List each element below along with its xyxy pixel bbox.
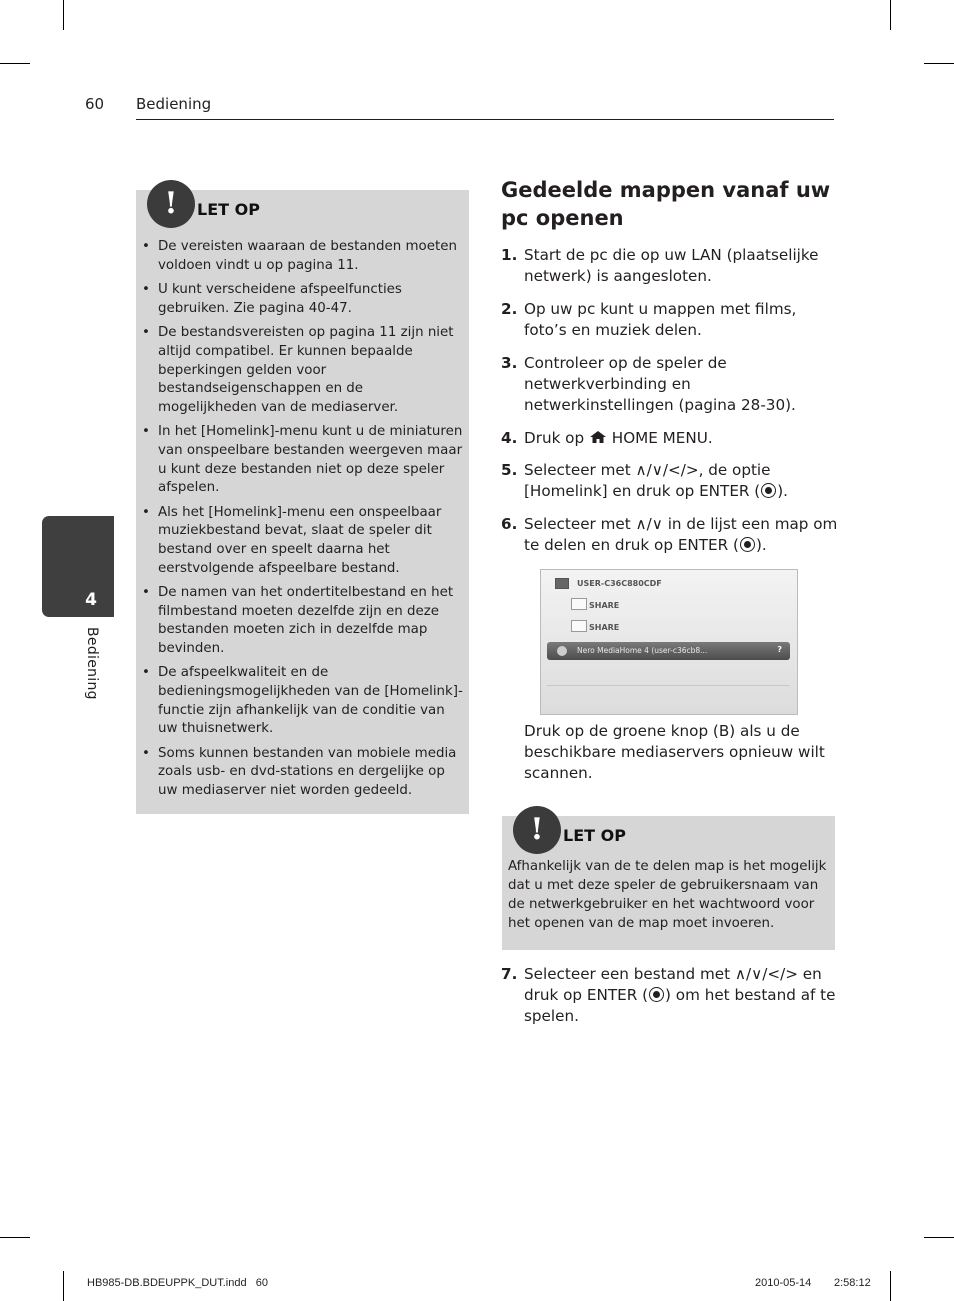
list-item: • Soms kunnen bestanden van mobiele media zoals usb- en dvd-stations en dergelijke op uw mediaserver niet worden gedeeld. bbox=[136, 745, 469, 801]
media-server-icon bbox=[557, 646, 567, 656]
note-box-left bbox=[136, 186, 469, 814]
enter-icon bbox=[761, 483, 776, 498]
step-number: 2. bbox=[501, 300, 518, 318]
step-text: Selecteer een bestand met ∧/∨/</> en druk op ENTER ( ) om het bestand af te spelen. bbox=[524, 965, 836, 1025]
section-heading: Gedeelde mappen vanaf uw pc openen bbox=[501, 178, 831, 230]
crop-mark bbox=[63, 1271, 64, 1301]
folder-icon bbox=[571, 620, 587, 632]
list-item: • De afspeelkwaliteit en de bedieningsmogelijkheden van de [Homelink]-functie zijn afhankelijk van de conditie van uw thuisnetwerk. bbox=[136, 664, 469, 738]
warning-icon: ! bbox=[513, 806, 561, 854]
step-7 bbox=[501, 964, 841, 1027]
step-text: Selecteer met ∧/∨ in de lijst een map om te delen en druk op ENTER ( ). bbox=[524, 515, 838, 554]
step-text: Druk op HOME MENU. bbox=[524, 429, 713, 447]
selected-server-label: Nero MediaHome 4 (user-c36cb8... bbox=[577, 646, 708, 655]
enter-icon bbox=[649, 987, 664, 1002]
note-box-right bbox=[502, 812, 835, 950]
footer-date: 2010-05-14 bbox=[755, 1277, 812, 1289]
homelink-screenshot bbox=[540, 569, 798, 715]
warning-icon: ! bbox=[147, 180, 195, 228]
step-number: 1. bbox=[501, 246, 518, 264]
enter-icon bbox=[740, 537, 755, 552]
step-text: Controleer op de speler de netwerkverbinding en netwerkinstellingen (pagina 28-30). bbox=[524, 354, 796, 414]
step-text: Op uw pc kunt u mappen met films, foto’s en muziek delen. bbox=[524, 300, 797, 339]
list-item: • De vereisten waaraan de bestanden moeten voldoen vindt u op pagina 11. bbox=[136, 238, 469, 275]
step-number: 6. bbox=[501, 515, 518, 533]
step-6 bbox=[501, 514, 841, 556]
divider bbox=[547, 685, 790, 686]
page-number: 60 bbox=[85, 95, 105, 113]
step-1 bbox=[501, 245, 841, 287]
home-icon bbox=[589, 430, 607, 444]
note-text: Afhankelijk van de te delen map is het mogelijk dat u met deze speler de gebruikersnaam van de netwerkgebruiker en het wachtwoord voor het openen van de map moet invoeren. bbox=[508, 859, 827, 931]
step-4 bbox=[501, 428, 841, 449]
footer-time: 2:58:12 bbox=[834, 1277, 871, 1289]
step-number: 7. bbox=[501, 965, 518, 983]
step-5 bbox=[501, 460, 841, 502]
crop-mark bbox=[924, 63, 954, 64]
step-text: Start de pc die op uw LAN (plaatselijke netwerk) is aangesloten. bbox=[524, 246, 819, 285]
list-item: • De bestandsvereisten op pagina 11 zijn niet altijd compatibel. Er kunnen bepaalde beperkingen gelden voor bestandseigenschappen en de mogelijkheden van de mediaserver. bbox=[136, 324, 469, 417]
chapter-label: Bediening bbox=[84, 627, 100, 700]
computer-icon bbox=[555, 578, 569, 589]
folder-label: SHARE bbox=[589, 623, 620, 632]
step-2 bbox=[501, 299, 841, 341]
list-item: • De namen van het ondertitelbestand en het filmbestand moeten dezelfde zijn en deze bestanden moeten zich in dezelfde map bevinden. bbox=[136, 584, 469, 658]
step-text: Selecteer met ∧/∨/</>, de optie [Homelink] en druk op ENTER ( ). bbox=[524, 461, 788, 500]
list-item: • U kunt verscheidene afspeelfuncties gebruiken. Zie pagina 40-47. bbox=[136, 281, 469, 318]
selected-server-row bbox=[547, 642, 790, 660]
footer-file: HB985-DB.BDEUPPK_DUT.indd 60 bbox=[87, 1277, 268, 1289]
note-list bbox=[136, 238, 469, 807]
crop-mark bbox=[63, 0, 64, 30]
crop-mark bbox=[924, 1237, 954, 1238]
section-title: Bediening bbox=[136, 95, 212, 113]
list-item: • Als het [Homelink]-menu een onspeelbaar muziekbestand bevat, slaat de speler dit bestand over en speelt daarna het eerstvolgende afspeelbare bestand. bbox=[136, 504, 469, 578]
folder-label: SHARE bbox=[589, 601, 620, 610]
server-name: USER-C36C880CDF bbox=[577, 579, 662, 588]
step-number: 3. bbox=[501, 354, 518, 372]
list-item: • In het [Homelink]-menu kunt u de miniaturen van onspeelbare bestanden weergeven maar u kunt deze bestanden niet op deze speler afspelen. bbox=[136, 423, 469, 497]
note-title: LET OP bbox=[563, 826, 626, 845]
crop-mark bbox=[0, 1237, 30, 1238]
step-number: 5. bbox=[501, 461, 518, 479]
step-3 bbox=[501, 353, 841, 416]
step-6-subtext: Druk op de groene knop (B) als u de beschikbare mediaservers opnieuw wilt scannen. bbox=[524, 722, 825, 782]
crop-mark bbox=[890, 1271, 891, 1301]
crop-mark bbox=[890, 0, 891, 30]
note-title: LET OP bbox=[197, 200, 260, 219]
folder-icon bbox=[571, 598, 587, 610]
header-rule bbox=[136, 119, 834, 120]
help-badge: ? bbox=[777, 645, 782, 654]
chapter-number: 4 bbox=[85, 590, 97, 610]
step-number: 4. bbox=[501, 429, 518, 447]
crop-mark bbox=[0, 63, 30, 64]
